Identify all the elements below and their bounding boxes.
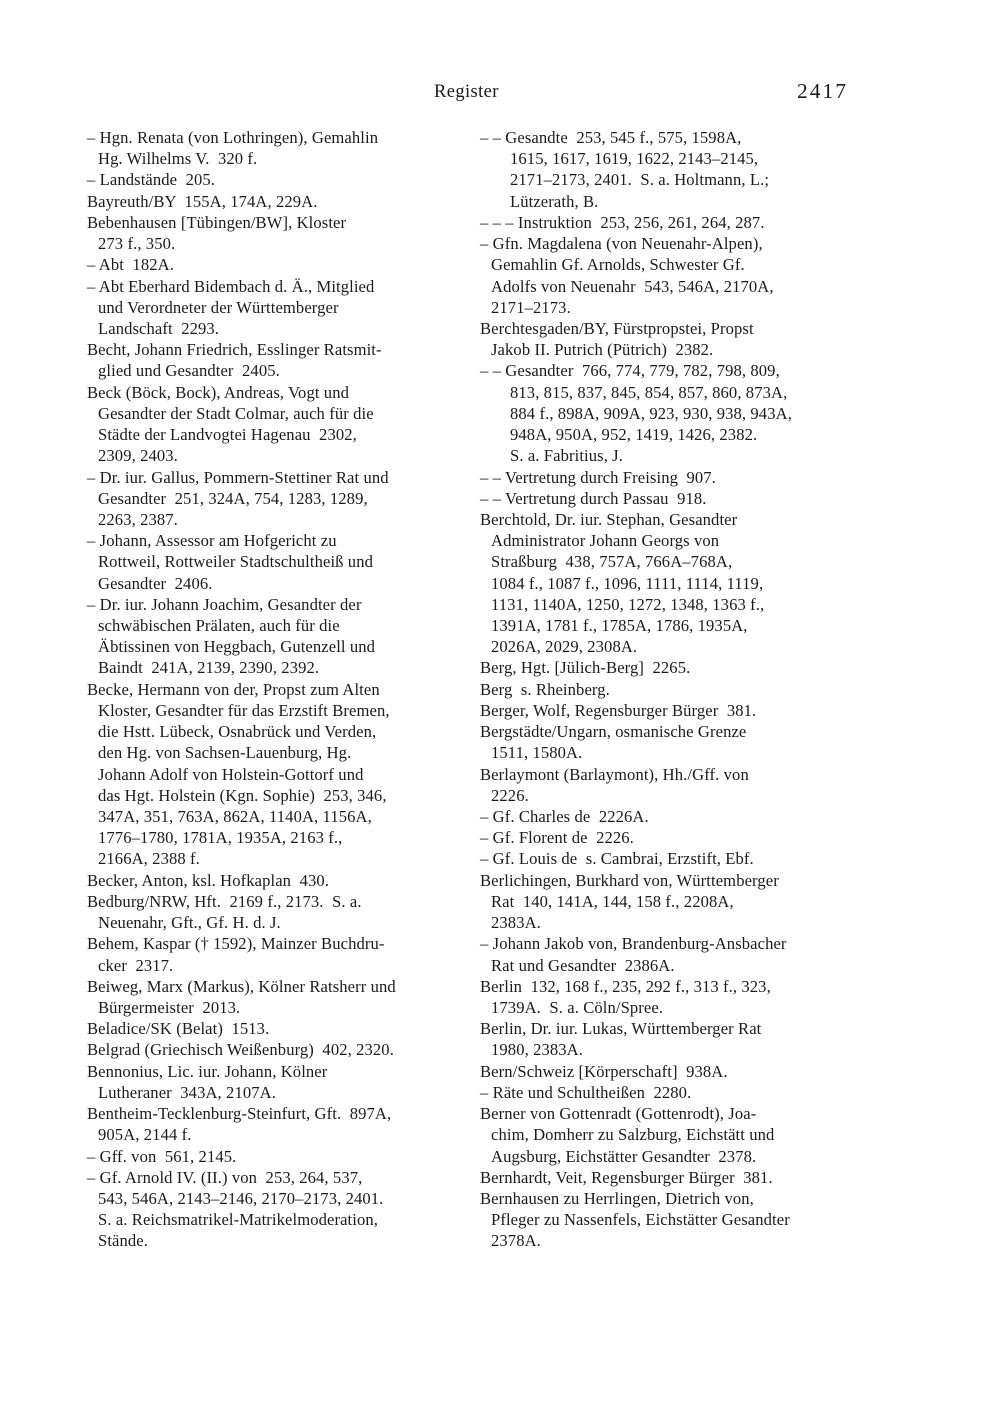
index-line: – Räte und Schultheißen 2280. — [480, 1082, 692, 1102]
index-line: 2166A, 2388 f. — [98, 849, 200, 869]
index-line: Becke, Hermann von der, Propst zum Alten — [87, 679, 380, 699]
index-line: – – Gesandter 766, 774, 779, 782, 798, 809, — [480, 361, 780, 381]
index-line: Berlin, Dr. iur. Lukas, Württemberger Rat — [480, 1019, 762, 1039]
index-line: Bebenhausen [Tübingen/BW], Kloster — [87, 212, 347, 232]
index-line: Gesandter 2406. — [98, 573, 213, 593]
index-line: 905A, 2144 f. — [98, 1125, 192, 1145]
index-line: Berlichingen, Burkhard von, Württemberger — [480, 870, 779, 890]
index-line: 1131, 1140A, 1250, 1272, 1348, 1363 f., — [491, 594, 765, 614]
index-line: 2378A. — [491, 1231, 541, 1251]
index-line: Beladice/SK (Belat) 1513. — [87, 1019, 270, 1039]
index-line: Stände. — [98, 1231, 149, 1251]
index-line: Bergstädte/Ungarn, osmanische Grenze — [480, 722, 747, 742]
index-line: Berlaymont (Barlaymont), Hh./Gff. von — [480, 764, 749, 784]
index-line: Pfleger zu Nassenfels, Eichstätter Gesandter — [491, 1210, 790, 1230]
index-line: – Gff. von 561, 2145. — [87, 1146, 237, 1166]
index-line: Berg s. Rheinberg. — [480, 679, 610, 699]
index-line: chim, Domherr zu Salzburg, Eichstätt und — [491, 1125, 775, 1145]
index-line: Bennonius, Lic. iur. Johann, Kölner — [87, 1061, 328, 1081]
index-column-left — [87, 127, 479, 1252]
index-line: S. a. Reichsmatrikel-Matrikelmoderation, — [98, 1210, 379, 1230]
index-line: – Gf. Charles de 2226A. — [480, 807, 649, 826]
index-line: Lutheraner 343A, 2107A. — [98, 1082, 276, 1102]
index-line: Jakob II. Putrich (Pütrich) 2382. — [491, 340, 714, 360]
index-line: 2263, 2387. — [98, 509, 178, 529]
index-line: 2383A. — [491, 913, 541, 933]
index-line: Behem, Kaspar († 1592), Mainzer Buchdru- — [87, 934, 385, 954]
index-line: – – Gesandte 253, 545 f., 575, 1598A, — [480, 128, 742, 147]
index-line: 2026A, 2029, 2308A. — [491, 637, 638, 657]
index-line: Bentheim-Tecklenburg-Steinfurt, Gft. 897A, — [87, 1104, 392, 1124]
index-line: Rat 140, 141A, 144, 158 f., 2208A, — [491, 891, 734, 911]
index-line: – Gf. Florent de 2226. — [480, 828, 634, 848]
index-line: Bürgermeister 2013. — [98, 997, 241, 1017]
index-line: 1615, 1617, 1619, 1622, 2143–2145, — [510, 149, 759, 169]
index-column-right — [480, 127, 880, 1252]
index-line: Gesandter 251, 324A, 754, 1283, 1289, — [98, 488, 368, 508]
index-line: die Hstt. Lübeck, Osnabrück und Verden, — [98, 722, 377, 742]
index-line: – Johann Jakob von, Brandenburg-Ansbacher — [480, 934, 787, 954]
index-line: 1980, 2383A. — [491, 1040, 584, 1060]
index-line: 1391A, 1781 f., 1785A, 1786, 1935A, — [491, 616, 748, 636]
index-line: – Dr. iur. Gallus, Pommern-Stettiner Rat und — [87, 467, 389, 487]
index-line: 1776–1780, 1781A, 1935A, 2163 f., — [98, 828, 343, 848]
index-line: cker 2317. — [98, 955, 174, 975]
index-line: Bernhausen zu Herrlingen, Dietrich von, — [480, 1188, 754, 1208]
index-line: – – Vertretung durch Freising 907. — [480, 467, 716, 487]
index-line: Äbtissinen von Heggbach, Gutenzell und — [98, 637, 376, 657]
index-line: Baindt 241A, 2139, 2390, 2392. — [98, 658, 320, 678]
index-line: schwäbischen Prälaten, auch für die — [98, 616, 340, 636]
index-line: – Landstände 205. — [87, 170, 216, 190]
index-line: Berlin 132, 168 f., 235, 292 f., 313 f., 323, — [480, 976, 771, 996]
index-line: 273 f., 350. — [98, 234, 176, 254]
index-line: – – – Instruktion 253, 256, 261, 264, 287. — [480, 212, 765, 232]
index-line: Lützerath, B. — [510, 191, 599, 211]
index-line: Administrator Johann Georgs von — [491, 531, 720, 551]
index-line: und Verordneter der Württemberger — [98, 297, 339, 317]
index-line: Berchtesgaden/BY, Fürstpropstei, Propst — [480, 318, 754, 338]
index-line: – Abt 182A. — [87, 255, 174, 275]
index-line: – Gfn. Magdalena (von Neuenahr-Alpen), — [480, 234, 763, 254]
index-line: Becker, Anton, ksl. Hofkaplan 430. — [87, 870, 330, 890]
index-line: – – Vertretung durch Passau 918. — [480, 488, 707, 508]
index-line: Beiweg, Marx (Markus), Kölner Ratsherr und — [87, 976, 396, 996]
index-line: Bern/Schweiz [Körperschaft] 938A. — [480, 1061, 728, 1081]
index-line: Straßburg 438, 757A, 766A–768A, — [491, 552, 733, 572]
index-line: Beck (Böck, Bock), Andreas, Vogt und — [87, 382, 350, 402]
index-line: S. a. Fabritius, J. — [510, 446, 623, 466]
index-line: Städte der Landvogtei Hagenau 2302, — [98, 425, 357, 445]
index-line: den Hg. von Sachsen-Lauenburg, Hg. — [98, 743, 352, 763]
page-number: 2417 — [797, 79, 848, 103]
index-line: 2226. — [491, 785, 529, 805]
index-line: glied und Gesandter 2405. — [98, 361, 280, 381]
index-line: Becht, Johann Friedrich, Esslinger Ratsmit- — [87, 340, 382, 360]
index-line: 1739A. S. a. Cöln/Spree. — [491, 997, 664, 1017]
index-line: – Hgn. Renata (von Lothringen), Gemahlin — [87, 128, 379, 147]
running-title: Register — [434, 82, 499, 102]
index-line: – Gf. Arnold IV. (II.) von 253, 264, 537, — [87, 1167, 363, 1187]
index-line: – Johann, Assessor am Hofgericht zu — [87, 531, 337, 551]
index-line: 884 f., 898A, 909A, 923, 930, 938, 943A, — [510, 403, 792, 423]
index-line: 543, 546A, 2143–2146, 2170–2173, 2401. — [98, 1188, 384, 1208]
index-line: – Abt Eberhard Bidembach d. Ä., Mitglied — [87, 276, 375, 296]
index-line: 1511, 1580A. — [491, 743, 583, 763]
index-line: Bayreuth/BY 155A, 174A, 229A. — [87, 191, 318, 211]
index-line: Gesandter der Stadt Colmar, auch für die — [98, 403, 374, 423]
index-line: 948A, 950A, 952, 1419, 1426, 2382. — [510, 425, 758, 445]
index-line: Johann Adolf von Holstein-Gottorf und — [98, 764, 364, 784]
index-line: 347A, 351, 763A, 862A, 1140A, 1156A, — [98, 807, 372, 826]
index-line: Adolfs von Neuenahr 543, 546A, 2170A, — [491, 276, 774, 296]
index-line: Neuenahr, Gft., Gf. H. d. J. — [98, 913, 281, 933]
index-line: das Hgt. Holstein (Kgn. Sophie) 253, 346, — [98, 785, 387, 805]
index-line: 813, 815, 837, 845, 854, 857, 860, 873A, — [510, 382, 788, 402]
index-line: Bedburg/NRW, Hft. 2169 f., 2173. S. a. — [87, 891, 362, 911]
index-line: Kloster, Gesandter für das Erzstift Bremen, — [98, 700, 390, 720]
index-line: Landschaft 2293. — [98, 318, 220, 338]
index-line: 2171–2173. — [491, 297, 571, 317]
index-line: Berg, Hgt. [Jülich-Berg] 2265. — [480, 658, 691, 678]
index-line: Rottweil, Rottweiler Stadtschultheiß und — [98, 552, 374, 572]
index-line: Hg. Wilhelms V. 320 f. — [98, 149, 258, 169]
index-line: Berner von Gottenradt (Gottenrodt), Joa- — [480, 1104, 757, 1124]
index-line: 2309, 2403. — [98, 446, 178, 466]
index-line: 1084 f., 1087 f., 1096, 1111, 1114, 1119, — [491, 573, 764, 593]
index-line: Augsburg, Eichstätter Gesandter 2378. — [491, 1146, 757, 1166]
index-line: Belgrad (Griechisch Weißenburg) 402, 2320. — [87, 1040, 394, 1060]
index-line: Berchtold, Dr. iur. Stephan, Gesandter — [480, 509, 738, 529]
index-line: Berger, Wolf, Regensburger Bürger 381. — [480, 700, 757, 720]
index-line: 2171–2173, 2401. S. a. Holtmann, L.; — [510, 170, 770, 190]
index-line: – Dr. iur. Johann Joachim, Gesandter der — [87, 594, 362, 614]
index-line: – Gf. Louis de s. Cambrai, Erzstift, Ebf. — [480, 849, 754, 869]
index-line: Bernhardt, Veit, Regensburger Bürger 381. — [480, 1167, 773, 1187]
index-line: Gemahlin Gf. Arnolds, Schwester Gf. — [491, 255, 745, 275]
index-line: Rat und Gesandter 2386A. — [491, 955, 675, 975]
